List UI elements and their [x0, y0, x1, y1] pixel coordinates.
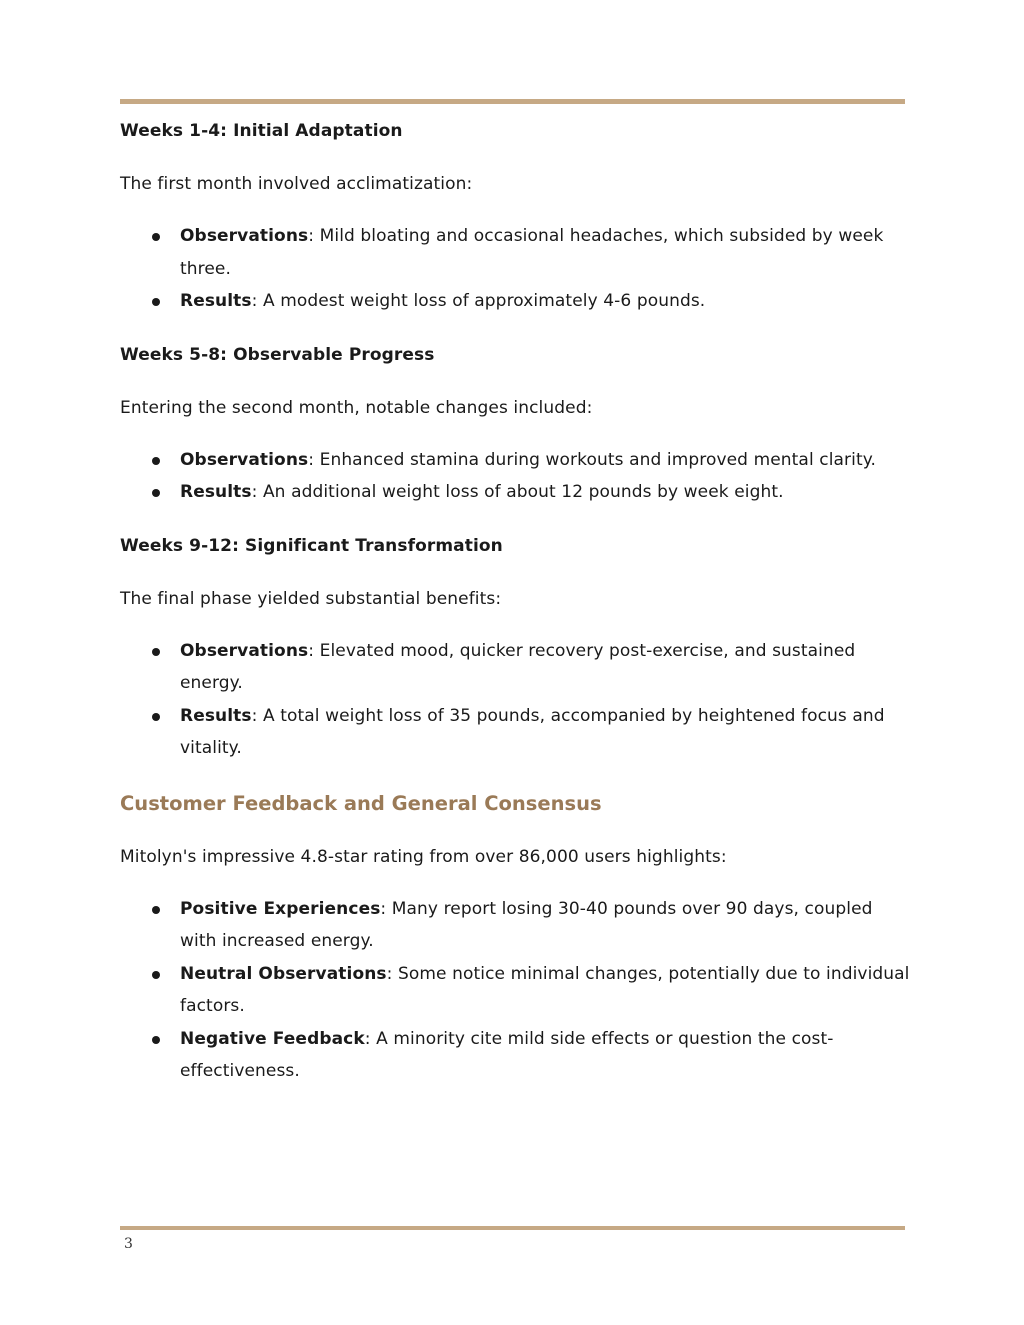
list-item [120, 444, 910, 477]
bullet-term: Neutral Observations [180, 963, 387, 984]
phase-heading: Weeks 1-4: Initial Adaptation [120, 121, 403, 141]
bullet-icon [152, 489, 160, 497]
feedback-section [120, 787, 910, 1088]
bullet-term: Results [180, 705, 252, 726]
bullet-term: Observations [180, 226, 309, 246]
feedback-bullet-list [120, 893, 910, 1088]
bottom-divider [120, 1226, 905, 1230]
bullet-icon [152, 1036, 160, 1044]
bullet-icon [152, 298, 160, 306]
list-item [120, 893, 910, 958]
list-item [120, 700, 910, 765]
bullet-icon [152, 233, 160, 241]
bullet-icon [152, 713, 160, 721]
bullet-term: Results [180, 482, 252, 502]
list-item [120, 285, 910, 318]
phase-intro: Entering the second month, notable changes included: [120, 397, 593, 418]
bullet-icon [152, 457, 160, 465]
phase-section [120, 340, 910, 509]
bullet-term: Negative Feedback [180, 1028, 365, 1049]
bullet-text: : An additional weight loss of about 12 pounds by week eight. [251, 482, 784, 502]
phase-section [120, 116, 910, 318]
phase-bullet-list [120, 444, 910, 509]
top-divider [120, 99, 905, 104]
document-body [120, 116, 910, 1088]
bullet-text: : Enhanced stamina during workouts and improved mental clarity. [308, 449, 876, 470]
phase-bullet-list [120, 220, 910, 318]
bullet-text: : Mild bloating and occasional headaches, which subsided by week three. [180, 226, 884, 279]
bullet-text: : Some notice minimal changes, potentially due to individual factors. [180, 963, 910, 1016]
bullet-term: Observations [180, 640, 309, 661]
bullet-icon [152, 971, 160, 979]
bullet-text: : A minority cite mild side effects or question the cost-effectiveness. [180, 1028, 834, 1081]
phase-bullet-list [120, 635, 910, 765]
bullet-text: : Elevated mood, quicker recovery post-exercise, and sustained energy. [180, 640, 856, 693]
page-number: 3 [124, 1236, 133, 1252]
phase-intro: The final phase yielded substantial benefits: [120, 588, 502, 609]
bullet-text: : A modest weight loss of approximately 4-6 pounds. [251, 291, 706, 311]
bullet-text: : A total weight loss of 35 pounds, accompanied by heightened focus and vitality. [180, 705, 885, 758]
phase-section [120, 531, 910, 765]
phase-heading: Weeks 5-8: Observable Progress [120, 344, 435, 365]
bullet-term: Positive Experiences [180, 898, 381, 919]
list-item [120, 220, 910, 285]
bullet-text: : Many report losing 30-40 pounds over 90 days, coupled with increased energy. [180, 898, 873, 951]
list-item [120, 1023, 910, 1088]
feedback-intro: Mitolyn's impressive 4.8-star rating from over 86,000 users highlights: [120, 846, 727, 867]
section-title: Customer Feedback and General Consensus [120, 791, 602, 815]
phase-intro: The first month involved acclimatization: [120, 174, 473, 194]
bullet-term: Results [180, 291, 252, 311]
list-item [120, 958, 910, 1023]
phase-heading: Weeks 9-12: Significant Transformation [120, 535, 503, 556]
bullet-term: Observations [180, 449, 309, 470]
bullet-icon [152, 648, 160, 656]
bullet-icon [152, 906, 160, 914]
list-item [120, 635, 910, 700]
list-item [120, 476, 910, 509]
